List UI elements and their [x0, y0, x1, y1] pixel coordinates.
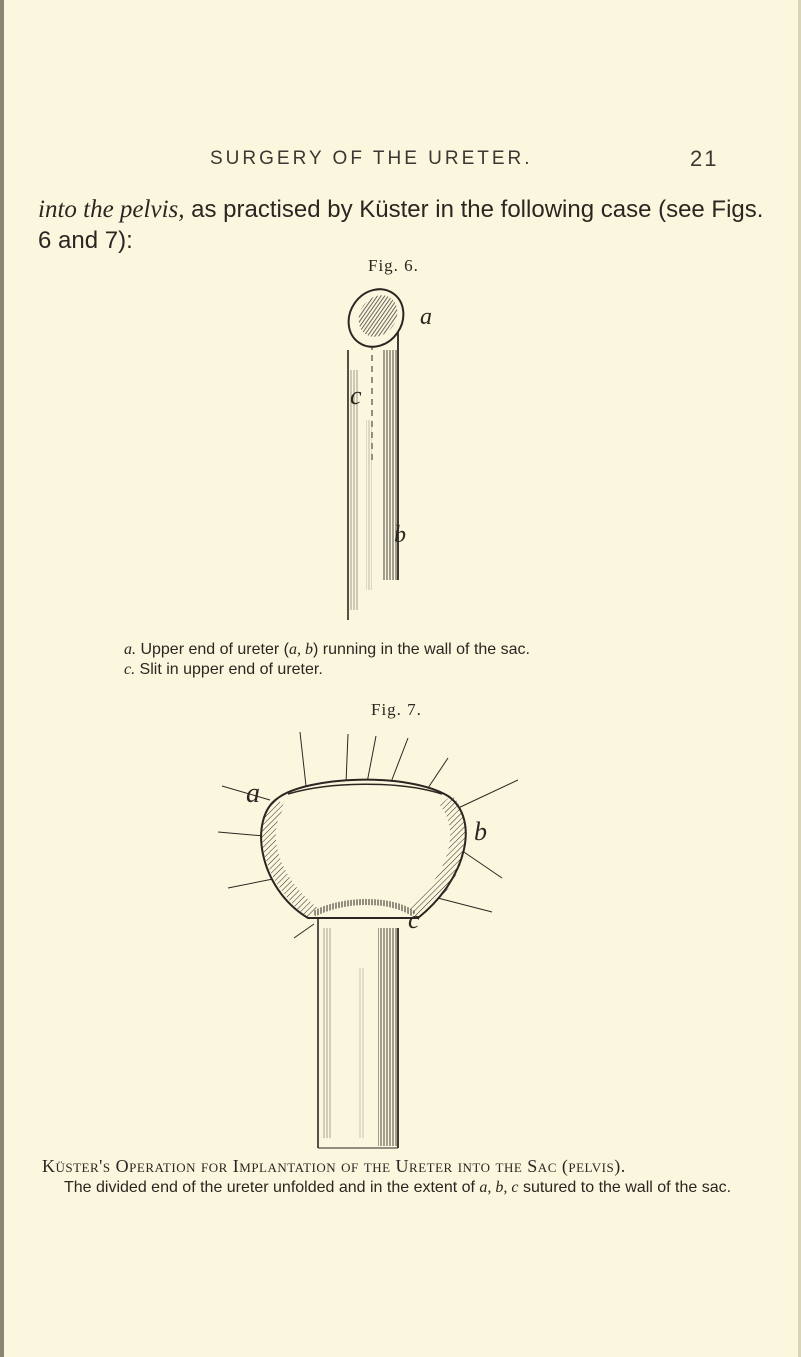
ureter-tube-fig7 [318, 918, 398, 1148]
body-italic-phrase: into the pelvis, [38, 196, 185, 223]
page-binding-edge [0, 0, 4, 1357]
caption-c-text: Slit in upper end of ureter. [135, 661, 323, 678]
figure-6-caption-c [124, 660, 323, 680]
fig6-letter-c: c [350, 381, 362, 410]
desc-abc: a, b, c [479, 1179, 519, 1196]
body-paragraph [38, 194, 768, 256]
caption-a-ab: a, b [288, 641, 313, 658]
figure-7-description [40, 1178, 760, 1198]
caption-c-key: c. [124, 661, 136, 678]
fig7-letter-c: c [408, 905, 420, 934]
caption-a-text: Upper end of ureter ( [136, 641, 289, 658]
fig7-letter-a: a [246, 778, 260, 809]
desc-start: The divided end of the ureter unfolded and in the extent of [64, 1179, 480, 1196]
caption-a-key: a. [124, 641, 136, 658]
figure-7-illustration [218, 728, 518, 1158]
sac-outline [261, 780, 466, 918]
caption-a-tail: ) running in the wall of the sac. [312, 641, 530, 658]
fig6-letter-a: a [420, 304, 432, 330]
fig6-letter-b: b [394, 522, 406, 548]
running-head: SURGERY OF THE URETER. [210, 148, 533, 169]
ureter-oblique-opening [337, 280, 414, 357]
figure-7-title: Küster's Operation for Implantation of the Ureter into the Sac (pelvis). [42, 1156, 626, 1176]
page-number: 21 [690, 146, 719, 171]
ureter-tube [348, 300, 398, 620]
body-text-rest: as practised by Küster in the following case (see Figs. 6 and 7): [38, 196, 764, 254]
figure-7-label: Fig. 7. [371, 700, 422, 719]
figure-6-caption-a [124, 640, 530, 660]
desc-end: sutured to the wall of the sac. [518, 1179, 732, 1196]
figure-6-label: Fig. 6. [368, 256, 419, 275]
fig7-letter-b: b [474, 817, 487, 846]
figure-6-illustration [320, 280, 460, 630]
